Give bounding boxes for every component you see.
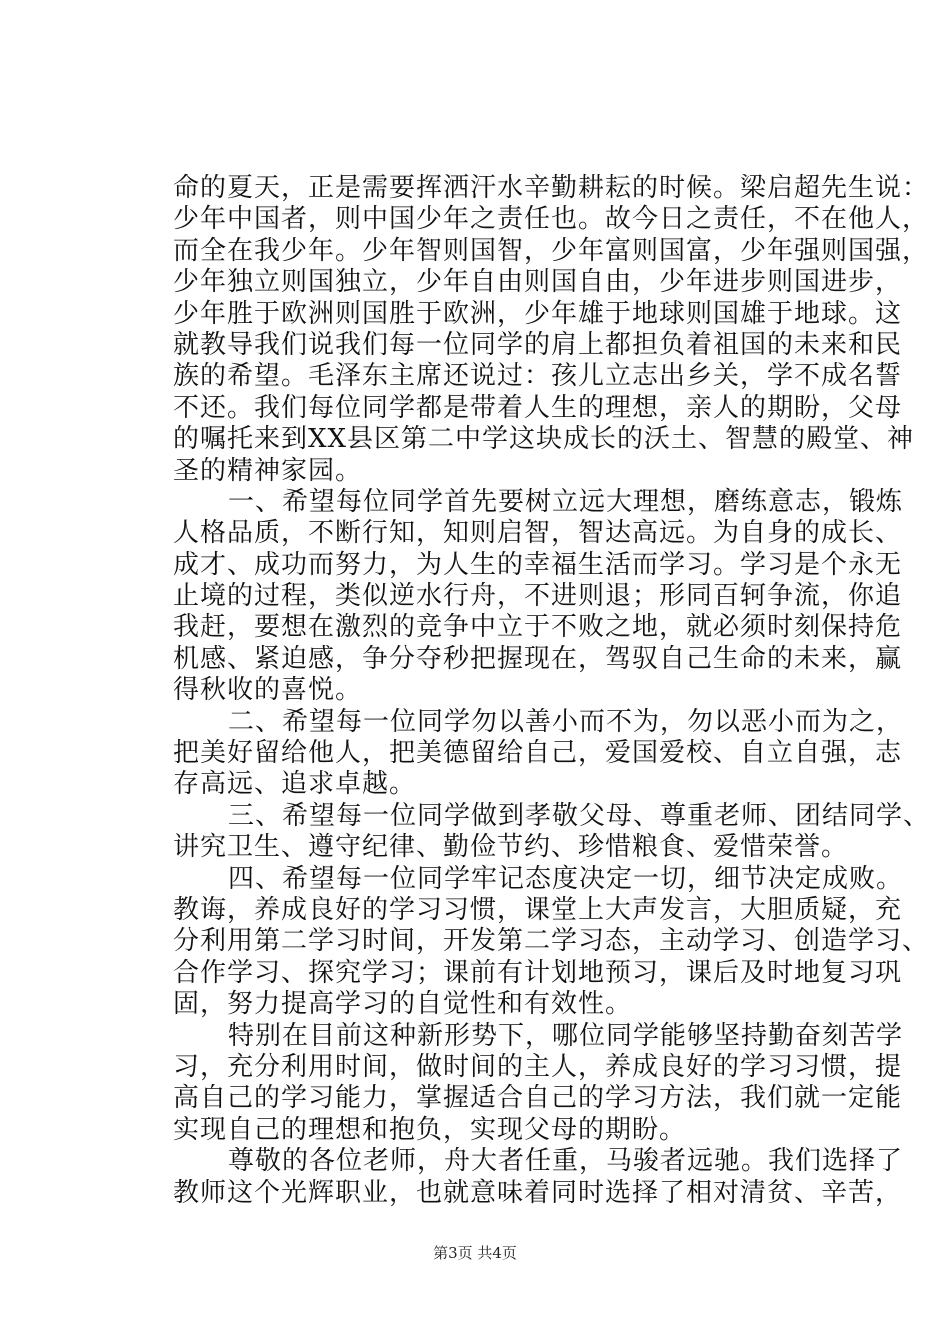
text-line: 止境的过程，类似逆水行舟，不进则退；形同百轲争流，你追	[173, 581, 903, 612]
text-line: 三、希望每一位同学做到孝敬父母、尊重老师、团结同学、	[228, 800, 931, 831]
text-line: 少年中国者，则中国少年之责任也。故今日之责任，不在他人，	[173, 204, 930, 235]
text-line: 教诲，养成良好的学习习惯，课堂上大声发言，大胆质疑，充	[173, 894, 903, 925]
text-line: 特别在目前这种新形势下，哪位同学能够坚持勤奋刻苦学	[228, 1020, 904, 1051]
text-line: 高自己的学习能力，掌握适合自己的学习方法，我们就一定能	[173, 1083, 903, 1114]
page-footer: 第3页 共4页	[433, 1244, 517, 1262]
text-line: 尊敬的各位老师，舟大者任重，马骏者远驰。我们选择了	[228, 1146, 904, 1177]
text-line: 我赶，要想在激烈的竞争中立于不败之地，就必须时刻保持危	[173, 612, 903, 643]
text-line: 圣的精神家园。	[173, 455, 363, 486]
text-line: 少年独立则国独立，少年自由则国自由，少年进步则国进步，	[173, 267, 903, 298]
text-line: 命的夏天，正是需要挥洒汗水辛勤耕耘的时候。梁启超先生说：	[173, 173, 930, 203]
text-line: 少年胜于欧洲则国胜于欧洲，少年雄于地球则国雄于地球。这	[173, 298, 903, 329]
text-line: 四、希望每一位同学牢记态度决定一切，细节决定成败。	[228, 863, 904, 894]
text-line: 族的希望。毛泽东主席还说过：孩儿立志出乡关，学不成名誓	[173, 361, 903, 392]
text-line: 存高远、追求卓越。	[173, 769, 417, 800]
text-line: 合作学习、探究学习；课前有计划地预习，课后及时地复习巩	[173, 957, 903, 988]
text-line: 习，充分利用时间，做时间的主人，养成良好的学习习惯，提	[173, 1051, 903, 1082]
text-line: 人格品质，不断行知，知则启智，智达高远。为自身的成长、	[173, 518, 903, 549]
text-line: 不还。我们每位同学都是带着人生的理想，亲人的期盼，父母	[173, 392, 903, 423]
text-line: 实现自己的理想和抱负，实现父母的期盼。	[173, 1114, 687, 1145]
text-line: 固，努力提高学习的自觉性和有效性。	[173, 989, 633, 1020]
text-line: 把美好留给他人，把美德留给自己，爱国爱校、自立自强，志	[173, 738, 903, 769]
text-line: 成才、成功而努力，为人生的幸福生活而学习。学习是个永无	[173, 549, 903, 580]
text-line: 讲究卫生、遵守纪律、勤俭节约、珍惜粮食、爱惜荣誉。	[173, 832, 849, 863]
text-line: 一、希望每位同学首先要树立远大理想，磨练意志，锻炼	[228, 486, 904, 517]
text-line: 得秋收的喜悦。	[173, 675, 363, 706]
text-line: 机感、紧迫感，争分夺秒把握现在，驾驭自己生命的未来，赢	[173, 643, 903, 674]
body-text	[173, 173, 931, 1209]
text-line: 而全在我少年。少年智则国智，少年富则国富，少年强则国强，	[173, 235, 930, 266]
text-line: 分利用第二学习时间，开发第二学习态，主动学习、创造学习、	[173, 926, 930, 957]
text-line: 的嘱托来到XX县区第二中学这块成长的沃土、智慧的殿堂、神	[173, 424, 915, 455]
text-line: 二、希望每一位同学勿以善小而不为，勿以恶小而为之，	[228, 706, 904, 737]
text-line: 就教导我们说我们每一位同学的肩上都担负着祖国的未来和民	[173, 329, 903, 360]
text-line: 教师这个光辉职业，也就意味着同时选择了相对清贫、辛苦，	[173, 1177, 903, 1208]
